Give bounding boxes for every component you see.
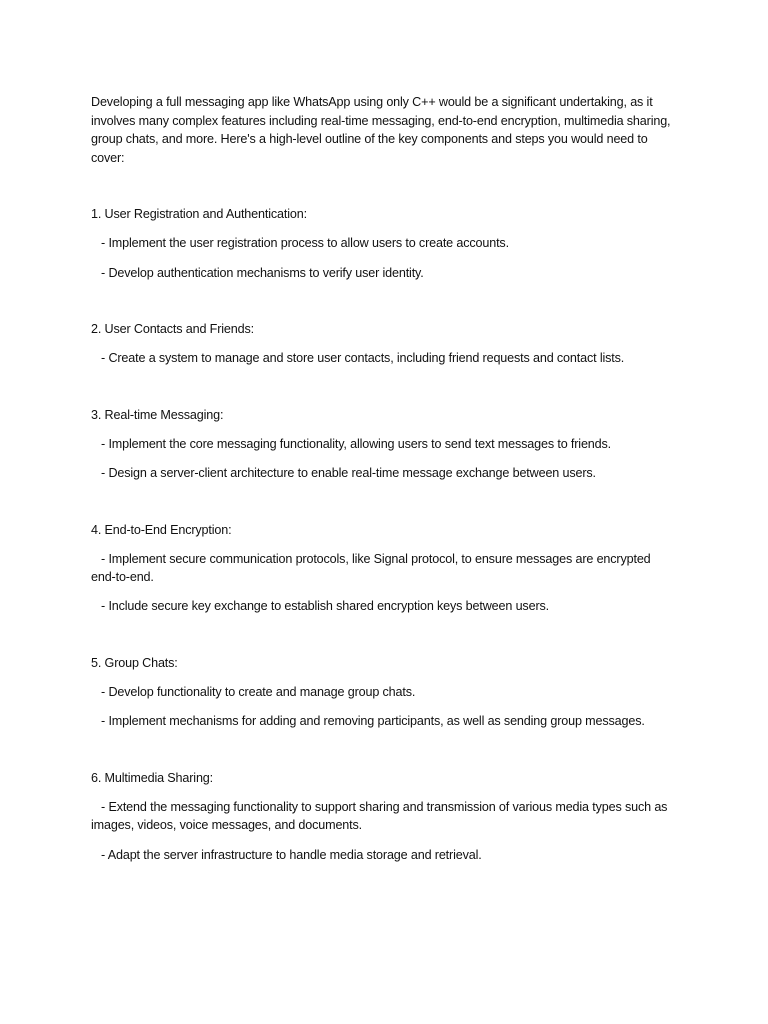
section-user-contacts [91,320,671,368]
section-heading: 2. User Contacts and Friends: [91,322,254,337]
bullet-item: - Implement the user registration process to allow users to create accounts. [91,236,509,251]
section-heading: 5. Group Chats: [91,656,178,670]
intro-paragraph: Developing a full messaging app like WhatsApp using only C++ would be a significant undertaking, as it involves many complex features including real-time messaging, end-to-end encryption, multimedia sharing, group chats, and more. Here's a high-level outline of the key components and steps you would need to cover: [91,95,671,165]
bullet-item: - Design a server-client architecture to enable real-time message exchange between users. [91,466,596,481]
section-heading: 3. Real-time Messaging: [91,407,224,422]
document-body [91,93,671,864]
section-heading: 1. User Registration and Authentication: [91,207,307,222]
bullet-item: - Adapt the server infrastructure to handle media storage and retrieval. [91,847,482,862]
section-realtime-messaging [91,406,671,483]
bullet-item: - Develop authentication mechanisms to verify user identity. [91,265,424,280]
section-group-chats [91,654,671,731]
section-heading: 6. Multimedia Sharing: [91,770,213,785]
section-user-registration [91,205,671,282]
bullet-item: - Include secure key exchange to establish shared encryption keys between users. [91,599,549,614]
bullet-item: - Develop functionality to create and manage group chats. [91,685,416,700]
bullet-item: - Implement mechanisms for adding and removing participants, as well as sending group messages. [91,714,645,729]
bullet-item: - Create a system to manage and store user contacts, including friend requests and contact lists. [91,351,625,366]
section-heading: 4. End-to-End Encryption: [91,522,232,537]
bullet-item: - Implement the core messaging functionality, allowing users to send text messages to friends. [91,436,612,451]
section-multimedia-sharing [91,769,671,864]
bullet-item: - Extend the messaging functionality to support sharing and transmission of various media types such as images, videos, voice messages, and documents. [91,799,671,833]
bullet-item: - Implement secure communication protocols, like Signal protocol, to ensure messages are encrypted end-to-end. [91,551,654,585]
section-encryption [91,521,671,616]
